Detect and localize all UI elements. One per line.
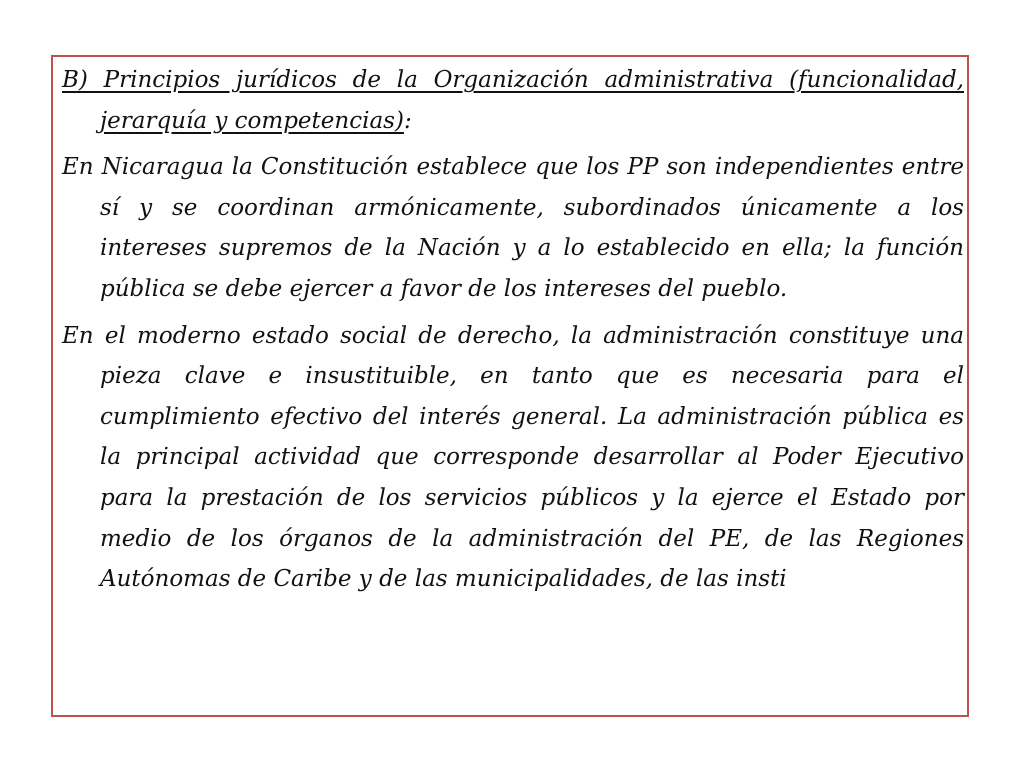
paragraph-administration: En el moderno estado social de derecho, la administración constituye una pieza clave e insustituible, en tanto que es necesaria para el cumplimiento efectivo del interés general. La administración pública es la principal actividad que corresponde desarrollar al Poder Ejecutivo para la prestación de los servicios públicos y la ejerce el Estado por medio de los órganos de la administración del PE, de las Regiones Autónomas de Caribe y de las municipalidades, de las insti — [62, 322, 964, 593]
slide-body — [62, 60, 964, 600]
section-heading — [62, 60, 964, 141]
section-heading-colon: : — [403, 107, 412, 134]
paragraph-constitution: En Nicaragua la Constitución establece que los PP son independientes entre sí y se coordinan armónicamente, subordinados únicamente a los intereses supremos de la Nación y a lo establecido en ella; la función pública se debe ejercer a favor de los intereses del pueblo. — [62, 154, 964, 302]
section-heading-title: B) Principios jurídicos de la Organización administrativa (funcionalidad, jerarquía y competencias) — [62, 67, 964, 134]
